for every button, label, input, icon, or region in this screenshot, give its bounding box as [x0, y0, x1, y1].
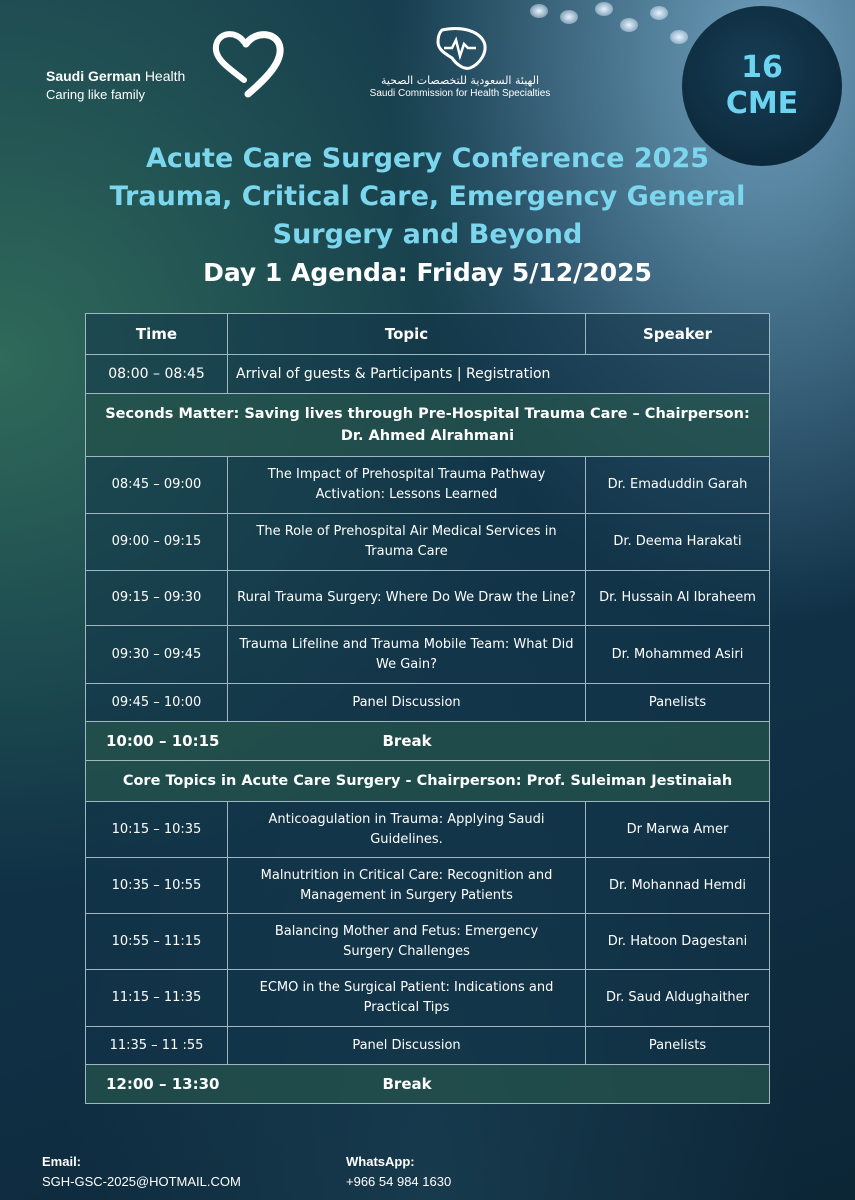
header-time: Time: [86, 314, 228, 355]
table-row: [86, 457, 770, 514]
talk-topic: The Role of Prehospital Air Medical Services in Trauma Care: [228, 514, 586, 571]
talk-time: 10:35 – 10:55: [86, 858, 228, 914]
talk-time: 10:55 – 11:15: [86, 914, 228, 970]
whatsapp-contact: [346, 1152, 451, 1192]
session-row: [86, 394, 770, 457]
talk-topic: The Impact of Prehospital Trauma Pathway Activation: Lessons Learned: [228, 457, 586, 514]
scfhs-logo: [360, 24, 560, 114]
table-row: [86, 571, 770, 626]
break-label: Break: [228, 722, 770, 761]
talk-speaker: Dr. Mohannad Hemdi: [586, 858, 770, 914]
title-line-3: Surgery and Beyond: [272, 219, 583, 250]
session-title: Seconds Matter: Saving lives through Pre-Hospital Trauma Care – Chairperson: Dr. Ahmed Alrahmani: [86, 394, 770, 457]
talk-time: 11:15 – 11:35: [86, 970, 228, 1027]
talk-topic: Malnutrition in Critical Care: Recognition and Management in Surgery Patients: [228, 858, 586, 914]
talk-time: 09:00 – 09:15: [86, 514, 228, 571]
talk-time: 08:45 – 09:00: [86, 457, 228, 514]
break-row: [86, 722, 770, 761]
conference-title: [0, 140, 855, 254]
table-row: [86, 970, 770, 1027]
scfhs-english-name: Saudi Commission for Health Specialties: [369, 88, 551, 99]
talk-speaker: Dr. Emaduddin Garah: [586, 457, 770, 514]
talk-topic: Panel Discussion: [228, 1027, 586, 1065]
day-heading: Day 1 Agenda: Friday 5/12/2025: [203, 258, 652, 287]
email-address[interactable]: SGH-GSC-2025@HOTMAIL.COM: [42, 1174, 241, 1189]
talk-speaker: Panelists: [586, 1027, 770, 1065]
cme-label: CME: [725, 86, 799, 121]
table-row: [86, 1027, 770, 1065]
table-header-row: [86, 314, 770, 355]
table-row: [86, 914, 770, 970]
talk-topic: Trauma Lifeline and Trauma Mobile Team: What Did We Gain?: [228, 626, 586, 684]
title-line-2: Trauma, Critical Care, Emergency General: [109, 181, 746, 212]
email-contact: [42, 1152, 241, 1192]
talk-speaker: Dr Marwa Amer: [586, 802, 770, 858]
whatsapp-number[interactable]: +966 54 984 1630: [346, 1174, 452, 1189]
talk-time: 10:15 – 10:35: [86, 802, 228, 858]
break-row: [86, 1065, 770, 1104]
cme-hours: 16: [741, 50, 783, 85]
table-row: [86, 684, 770, 722]
whatsapp-label: WhatsApp:: [346, 1154, 415, 1169]
talk-speaker: Dr. Mohammed Asiri: [586, 626, 770, 684]
heart-logo-icon: [196, 28, 306, 98]
break-time: 12:00 – 13:30: [86, 1065, 228, 1104]
talk-time: 11:35 – 11 :55: [86, 1027, 228, 1065]
talk-speaker: Dr. Hussain Al Ibraheem: [586, 571, 770, 626]
title-line-1: Acute Care Surgery Conference 2025: [145, 143, 710, 174]
session-title: Core Topics in Acute Care Surgery - Chairperson: Prof. Suleiman Jestinaiah: [86, 761, 770, 802]
arrival-time: 08:00 – 08:45: [86, 355, 228, 394]
scfhs-arabic-name: الهيئة السعودية للتخصصات الصحية: [380, 74, 540, 87]
talk-topic: Anticoagulation in Trauma: Applying Saudi Guidelines.: [228, 802, 586, 858]
talk-speaker: Dr. Hatoon Dagestani: [586, 914, 770, 970]
talk-topic: Panel Discussion: [228, 684, 586, 722]
session-row: [86, 761, 770, 802]
sgh-tagline: Caring like family: [46, 87, 145, 102]
arrival-row: [86, 355, 770, 394]
header-speaker: Speaker: [586, 314, 770, 355]
agenda-table: [85, 313, 770, 1104]
talk-topic: ECMO in the Surgical Patient: Indications and Practical Tips: [228, 970, 586, 1027]
saudi-german-health-logo: [46, 28, 286, 108]
arrival-text: Arrival of guests & Participants | Registration: [228, 355, 770, 394]
sgh-name: Saudi German Health: [46, 68, 186, 84]
table-row: [86, 626, 770, 684]
table-row: [86, 514, 770, 571]
email-label: Email:: [42, 1154, 82, 1169]
talk-speaker: Dr. Saud Aldughaither: [586, 970, 770, 1027]
talk-speaker: Panelists: [586, 684, 770, 722]
talk-time: 09:15 – 09:30: [86, 571, 228, 626]
scfhs-emblem-icon: [430, 24, 490, 72]
break-label: Break: [228, 1065, 770, 1104]
talk-topic: Balancing Mother and Fetus: Emergency Surgery Challenges: [228, 914, 586, 970]
talk-topic: Rural Trauma Surgery: Where Do We Draw the Line?: [228, 571, 586, 626]
table-row: [86, 802, 770, 858]
talk-speaker: Dr. Deema Harakati: [586, 514, 770, 571]
table-row: [86, 858, 770, 914]
header-topic: Topic: [228, 314, 586, 355]
talk-time: 09:45 – 10:00: [86, 684, 228, 722]
break-time: 10:00 – 10:15: [86, 722, 228, 761]
talk-time: 09:30 – 09:45: [86, 626, 228, 684]
